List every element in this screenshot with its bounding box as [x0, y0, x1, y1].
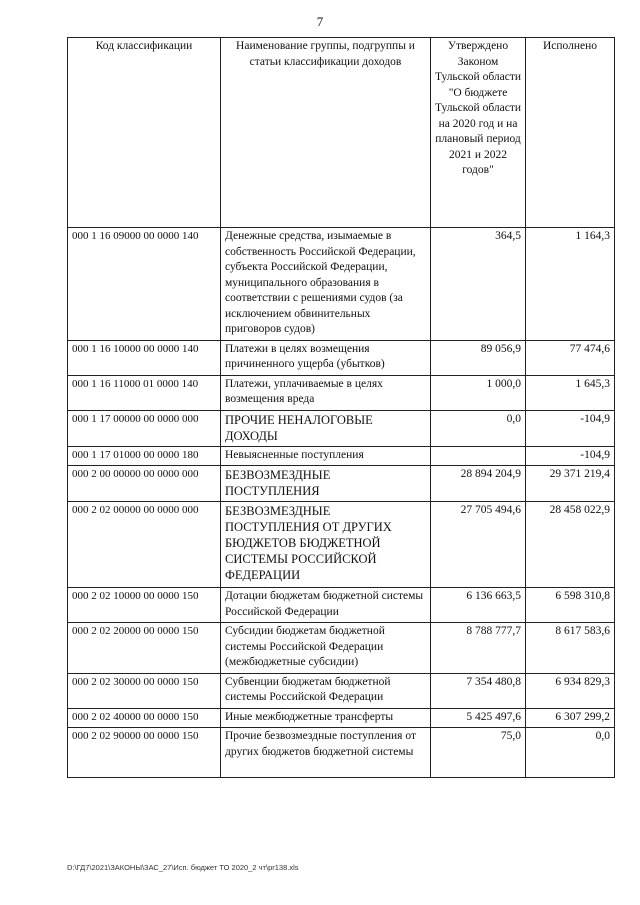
header-executed: Исполнено — [526, 38, 615, 228]
table-row — [68, 673, 615, 708]
row-code: 000 2 02 90000 00 0000 150 — [68, 728, 221, 778]
table-row — [68, 623, 615, 674]
row-executed: 28 458 022,9 — [526, 502, 615, 588]
row-approved: 89 056,9 — [431, 340, 526, 375]
table-row — [68, 228, 615, 341]
table-row — [68, 502, 615, 588]
row-approved — [431, 446, 526, 466]
row-name: Платежи в целях возмещения причиненного ущерба (убытков) — [221, 340, 431, 375]
row-name: Иные межбюджетные трансферты — [221, 708, 431, 728]
row-executed: 1 645,3 — [526, 375, 615, 410]
row-code: 000 1 17 00000 00 0000 000 — [68, 410, 221, 446]
row-approved: 75,0 — [431, 728, 526, 778]
row-approved: 28 894 204,9 — [431, 466, 526, 502]
row-approved: 8 788 777,7 — [431, 623, 526, 674]
row-name: Субвенции бюджетам бюджетной системы Российской Федерации — [221, 673, 431, 708]
row-executed: -104,9 — [526, 446, 615, 466]
row-code: 000 2 02 20000 00 0000 150 — [68, 623, 221, 674]
row-code: 000 1 16 10000 00 0000 140 — [68, 340, 221, 375]
income-classification-table — [67, 37, 615, 778]
table-row — [68, 708, 615, 728]
row-code: 000 1 16 09000 00 0000 140 — [68, 228, 221, 341]
row-approved: 364,5 — [431, 228, 526, 341]
table-header-row — [68, 38, 615, 228]
row-name: Дотации бюджетам бюджетной системы Российской Федерации — [221, 588, 431, 623]
header-approved: Утверждено Законом Тульской области "О бюджете Тульской области на 2020 год и на плановый период 2021 и 2022 годов" — [431, 38, 526, 228]
header-code: Код классификации — [68, 38, 221, 228]
row-approved: 7 354 480,8 — [431, 673, 526, 708]
row-name: Платежи, уплачиваемые в целях возмещения вреда — [221, 375, 431, 410]
row-code: 000 1 17 01000 00 0000 180 — [68, 446, 221, 466]
header-name: Наименование группы, подгруппы и статьи классификации доходов — [221, 38, 431, 228]
row-executed: 8 617 583,6 — [526, 623, 615, 674]
row-executed: 29 371 219,4 — [526, 466, 615, 502]
row-executed: 6 934 829,3 — [526, 673, 615, 708]
table-row — [68, 410, 615, 446]
row-executed: 1 164,3 — [526, 228, 615, 341]
row-executed: 6 307 299,2 — [526, 708, 615, 728]
page-number: 7 — [316, 14, 324, 29]
table-row — [68, 588, 615, 623]
row-code: 000 2 02 00000 00 0000 000 — [68, 502, 221, 588]
row-name: ПРОЧИЕ НЕНАЛОГОВЫЕ ДОХОДЫ — [221, 410, 431, 446]
row-approved: 1 000,0 — [431, 375, 526, 410]
row-approved: 6 136 663,5 — [431, 588, 526, 623]
row-executed: -104,9 — [526, 410, 615, 446]
row-name: Прочие безвозмездные поступления от других бюджетов бюджетной системы — [221, 728, 431, 778]
row-name: Денежные средства, изымаемые в собственность Российской Федерации, субъекта Российской Федерации, муниципального образования в соответствии с решениями судов (за исключением обвинительных приговоров судов) — [221, 228, 431, 341]
table-row — [68, 728, 615, 778]
row-code: 000 2 02 40000 00 0000 150 — [68, 708, 221, 728]
row-name: Невыясненные поступления — [221, 446, 431, 466]
table-body — [68, 228, 615, 778]
row-code: 000 2 02 10000 00 0000 150 — [68, 588, 221, 623]
row-code: 000 1 16 11000 01 0000 140 — [68, 375, 221, 410]
row-name: Субсидии бюджетам бюджетной системы Российской Федерации (межбюджетные субсидии) — [221, 623, 431, 674]
table-row — [68, 375, 615, 410]
row-code: 000 2 02 30000 00 0000 150 — [68, 673, 221, 708]
table-row — [68, 340, 615, 375]
row-executed: 6 598 310,8 — [526, 588, 615, 623]
row-name: БЕЗВОЗМЕЗДНЫЕ ПОСТУПЛЕНИЯ ОТ ДРУГИХ БЮДЖЕТОВ БЮДЖЕТНОЙ СИСТЕМЫ РОССИЙСКОЙ ФЕДЕРАЦИИ — [221, 502, 431, 588]
row-executed: 77 474,6 — [526, 340, 615, 375]
row-approved: 0,0 — [431, 410, 526, 446]
row-code: 000 2 00 00000 00 0000 000 — [68, 466, 221, 502]
row-executed: 0,0 — [526, 728, 615, 778]
table-row — [68, 466, 615, 502]
row-approved: 5 425 497,6 — [431, 708, 526, 728]
row-name: БЕЗВОЗМЕЗДНЫЕ ПОСТУПЛЕНИЯ — [221, 466, 431, 502]
row-approved: 27 705 494,6 — [431, 502, 526, 588]
file-path-footer: D:\ГД7\2021\ЗАКОНЫ\ЗАС_27\Исп. бюджет ТО 2020_2 чт\pr138.xls — [67, 863, 299, 872]
table-row — [68, 446, 615, 466]
